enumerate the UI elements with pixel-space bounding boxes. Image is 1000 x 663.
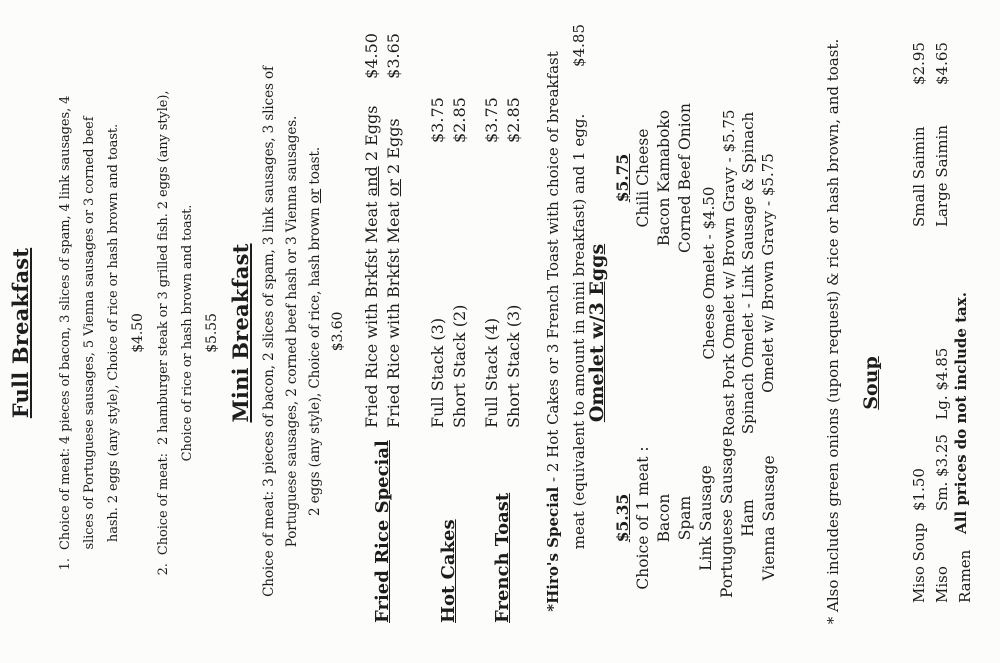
omelet-option: Corned Beef Onion	[676, 103, 694, 253]
soup-label: Miso Ramen	[933, 549, 974, 603]
omelet-option: Bacon Kamaboko	[655, 109, 673, 247]
full-item2-line2: Choice of rice or hash brown and toast.	[180, 204, 195, 462]
omelet-note: * Also includes green onions (upon request) & rice or hash brown, and toast.	[824, 38, 842, 625]
omelet-variety: Spinach Omelet - Link Sausage & Spinach	[739, 111, 757, 435]
soup-right-rows	[908, 12, 954, 227]
french-toast-row-2-price: $2.85	[504, 97, 523, 143]
underlined-or: or	[384, 179, 403, 197]
french-toast-heading: French Toast	[492, 492, 513, 623]
full-item1-line3: hash. 2 eggs (any style), Choice of rice or hash brown and toast.	[106, 123, 121, 543]
soup-row-miso-soup	[908, 293, 931, 603]
soup-row-small-saimin	[908, 12, 931, 227]
soup-price: $4.65	[933, 42, 951, 85]
hot-cakes-heading: Hot Cakes	[438, 519, 459, 623]
omelet-meat-option: Ham	[739, 499, 757, 537]
full-breakfast-heading: Full Breakfast	[8, 247, 33, 419]
fried-rice-row-2-label: Fried Rice with Brkfst Meat or 2 Eggs	[384, 118, 403, 428]
hot-cakes-row-1-price: $3.75	[428, 97, 447, 143]
full-breakfast-item-2	[152, 43, 224, 623]
omelet-varieties	[700, 33, 778, 513]
full-item2-line1: 2. Choice of meat: 2 hamburger steak or 3 grilled fish. 2 eggs (any style),	[156, 90, 171, 576]
fried-rice-special-heading: Fried Rice Special	[372, 440, 393, 623]
hiros-special-line2: meat (equivalent to amount in mini breakfast) and 1 egg. $4.85	[566, 18, 592, 645]
mini-breakfast-body	[258, 20, 350, 643]
hot-cakes-row-2-label: Short Stack (2)	[450, 304, 469, 428]
underlined-and: and	[362, 166, 381, 197]
hot-cakes-row-1-label: Full Stack (3)	[428, 317, 447, 428]
soup-price: Sm. $3.25 Lg. $4.85	[933, 347, 951, 511]
omelet-right-price: $5.75	[613, 153, 632, 203]
full-item1-line1: 1. Choice of meat: 4 pieces of bacon, 3 slices of spam, 4 link sausages, 4	[58, 95, 73, 571]
omelet-right-column	[612, 13, 696, 343]
soup-row-large-saimin	[931, 12, 954, 227]
soup-heading: Soup	[860, 356, 882, 410]
hot-cakes-row-2	[450, 33, 469, 428]
fried-rice-row-2	[384, 33, 403, 428]
omelet-meat-option: Portuguese Sausage	[718, 437, 736, 599]
french-toast-rows	[482, 33, 523, 428]
mini-line1: Choice of meat: 3 pieces of bacon, 2 slices of spam, 3 link sausages, 3 slices of	[261, 66, 277, 597]
omelet-meat-option: Bacon	[655, 493, 673, 543]
hot-cakes-section	[428, 33, 469, 623]
mini-line2: Portuguese sausages, 2 corned beef hash or 3 Vienna sausages.	[284, 115, 300, 548]
hot-cakes-row-2-price: $2.85	[450, 97, 469, 143]
french-toast-row-2-label: Short Stack (3)	[504, 304, 523, 428]
omelet-meat-option: Link Sausage	[697, 465, 715, 571]
soup-label: Miso Soup	[910, 522, 928, 603]
hot-cakes-row-1	[428, 33, 447, 428]
omelet-meat-option: Vienna Sausage	[760, 455, 778, 581]
hiros-special-section	[540, 18, 592, 645]
soup-label: Small Saimin	[910, 126, 928, 227]
fried-rice-special-section	[362, 33, 403, 623]
omelet-left-price: $5.35	[613, 493, 632, 543]
underlined-or: or	[307, 188, 323, 204]
omelet-meat-option: Spam	[676, 495, 694, 541]
fried-rice-row-1-price: $4.50	[362, 33, 381, 79]
omelet-variety: Cheese Omelet - $4.50	[700, 186, 718, 360]
french-toast-row-1-price: $3.75	[482, 97, 501, 143]
omelet-heading: Omelet w/3 Eggs	[586, 243, 608, 423]
fried-rice-row-2-price: $3.65	[384, 33, 403, 79]
omelet-left-title: Choice of 1 meat :	[634, 446, 652, 590]
fried-rice-row-1-label: Fried Rice with Brkfst Meat and 2 Eggs	[362, 105, 381, 428]
full-item2-price: $5.55	[204, 313, 220, 353]
hiros-special-price: $4.85	[570, 24, 588, 67]
french-toast-row-2	[504, 33, 523, 428]
french-toast-row-1-label: Full Stack (4)	[482, 317, 501, 428]
full-item1-price: $4.50	[130, 313, 146, 353]
fried-rice-row-1	[362, 33, 381, 428]
tax-disclaimer: All prices do not include tax.	[952, 292, 970, 534]
mini-price: $3.60	[330, 311, 346, 352]
hot-cakes-rows	[428, 33, 469, 428]
full-breakfast-item-1	[54, 43, 150, 623]
soup-price: $1.50	[910, 468, 928, 511]
full-item1-line2: slices of Portuguese sausages, 5 Vienna sausages or 3 corned beef	[82, 116, 97, 550]
french-toast-row-1	[482, 33, 501, 428]
hiros-special-name: *Hiro's Special	[544, 486, 562, 612]
hiros-special-line1: *Hiro's Special - 2 Hot Cakes or 3 French Toast with choice of breakfast	[544, 51, 562, 612]
mini-breakfast-heading: Mini Breakfast	[228, 243, 253, 423]
omelet-variety: Roast Pork Omelet w/ Brown Gravy - $5.75	[719, 109, 738, 437]
omelet-option: Chili Cheese	[634, 128, 652, 228]
soup-price: $2.95	[910, 42, 928, 85]
french-toast-section	[482, 33, 523, 623]
fried-rice-rows	[362, 33, 403, 428]
soup-label: Large Saimin	[933, 124, 951, 227]
mini-line3: 2 eggs (any style), Choice of rice, hash brown or toast.	[307, 146, 323, 517]
omelet-variety: Omelet w/ Brown Gravy - $5.75	[758, 153, 777, 393]
